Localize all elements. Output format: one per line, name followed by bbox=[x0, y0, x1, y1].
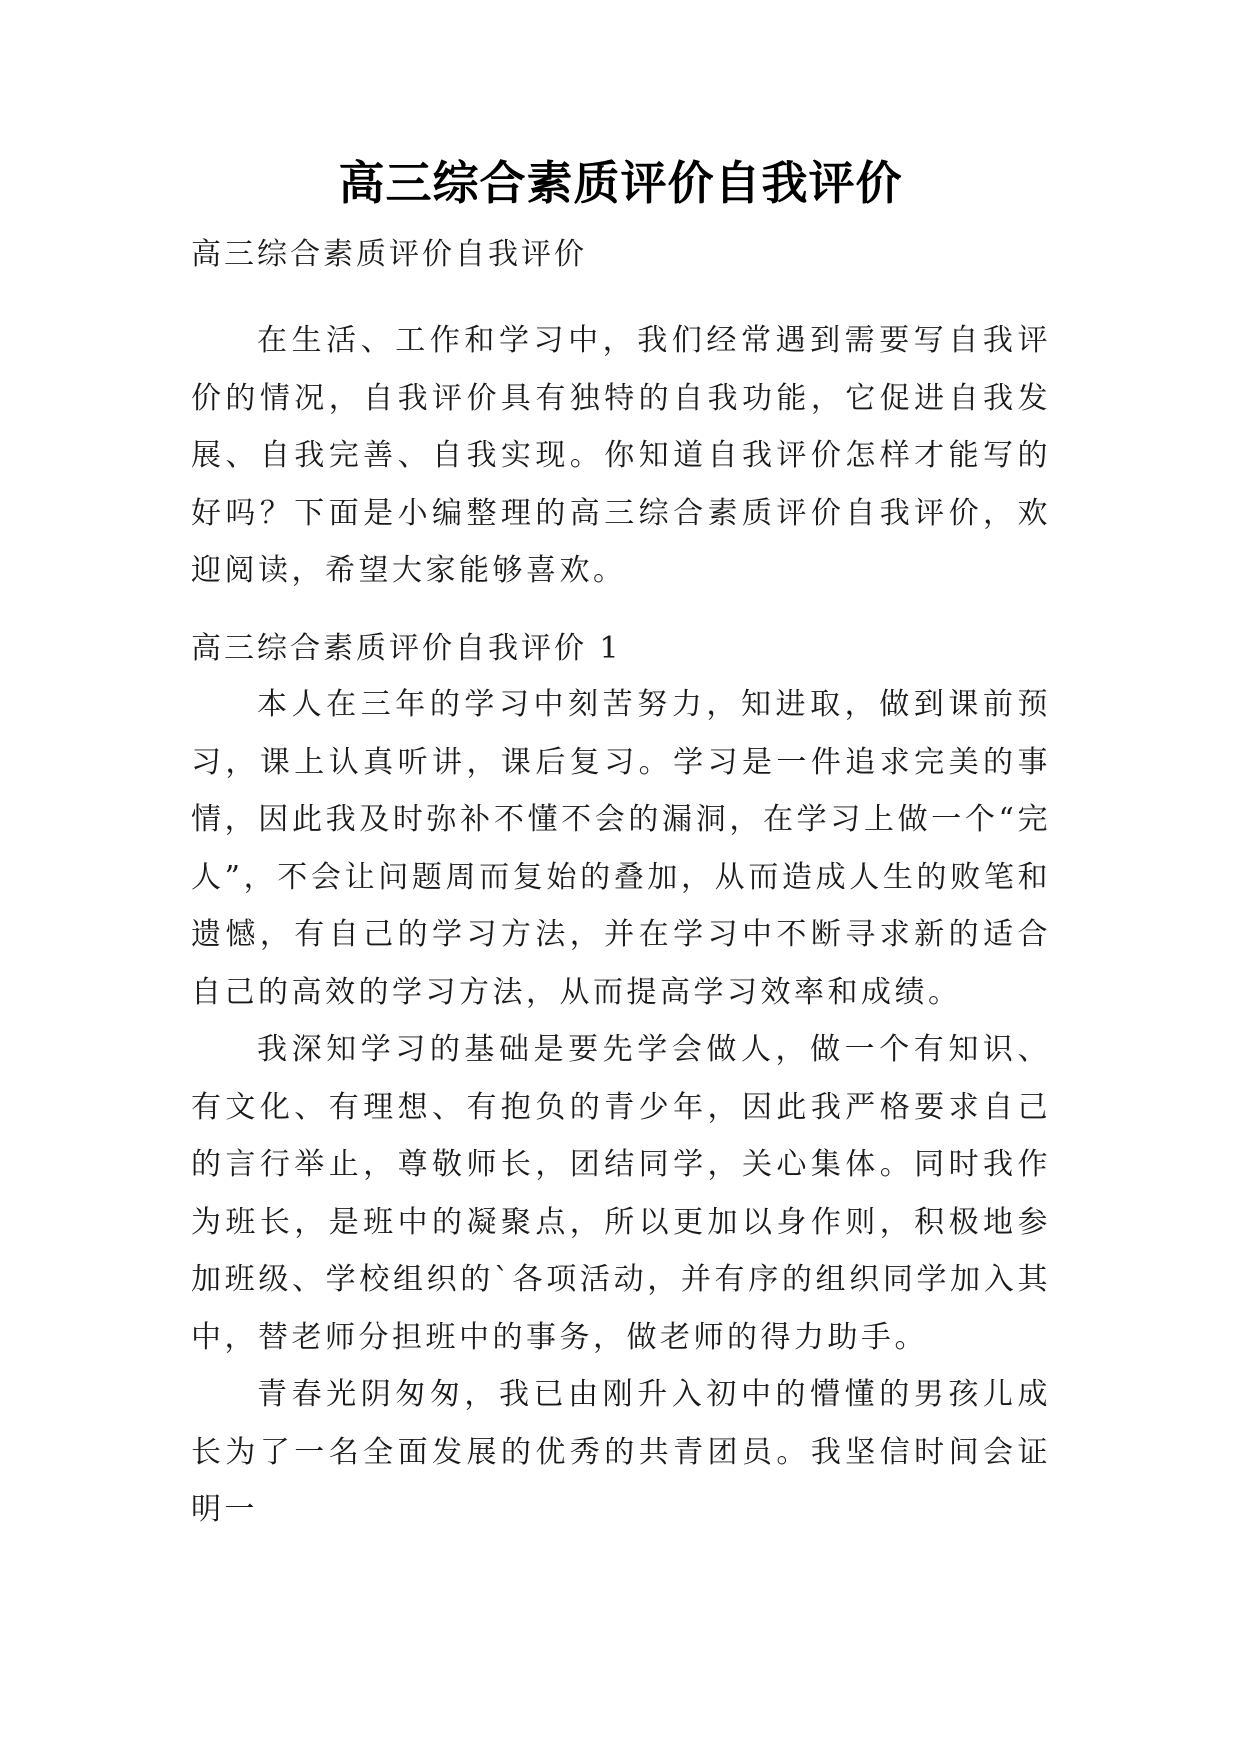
section-1-body bbox=[191, 676, 1051, 1539]
section-1-paragraph-2: 我深知学习的基础是要先学会做人，做一个有知识、有文化、有理想、有抱负的青少年，因此我严格要求自己的言行举止，尊敬师长，团结同学，关心集体。同时我作为班长，是班中的凝聚点，所以更加以身作则，积极地参加班级、学校组织的`各项活动，并有序的组织同学加入其中，替老师分担班中的事务，做老师的得力助手。 bbox=[191, 1032, 1051, 1355]
section-1-heading: 高三综合素质评价自我评价 1 bbox=[191, 631, 622, 666]
document-title: 高三综合素质评价自我评价 bbox=[338, 156, 903, 210]
intro-heading: 高三综合素质评价自我评价 bbox=[191, 237, 587, 272]
intro-paragraph-block bbox=[191, 312, 1051, 600]
section-1-paragraph-1: 本人在三年的学习中刻苦努力，知进取，做到课前预习，课上认真听讲，课后复习。学习是一件追求完美的事情，因此我及时弥补不懂不会的漏洞，在学习上做一个“完人”，不会让问题周而复始的叠加，从而造成人生的败笔和遗憾，有自己的学习方法，并在学习中不断寻求新的适合自己的高效的学习方法，从而提高学习效率和成绩。 bbox=[191, 687, 1051, 1010]
section-1-paragraph-3: 青春光阴匆匆，我已由刚升入初中的懵懂的男孩儿成长为了一名全面发展的优秀的共青团员。我坚信时间会证明一 bbox=[191, 1377, 1051, 1527]
intro-paragraph: 在生活、工作和学习中，我们经常遇到需要写自我评价的情况，自我评价具有独特的自我功能，它促进自我发展、自我完善、自我实现。你知道自我评价怎样才能写的好吗？下面是小编整理的高三综合素质评价自我评价，欢迎阅读，希望大家能够喜欢。 bbox=[191, 323, 1051, 588]
